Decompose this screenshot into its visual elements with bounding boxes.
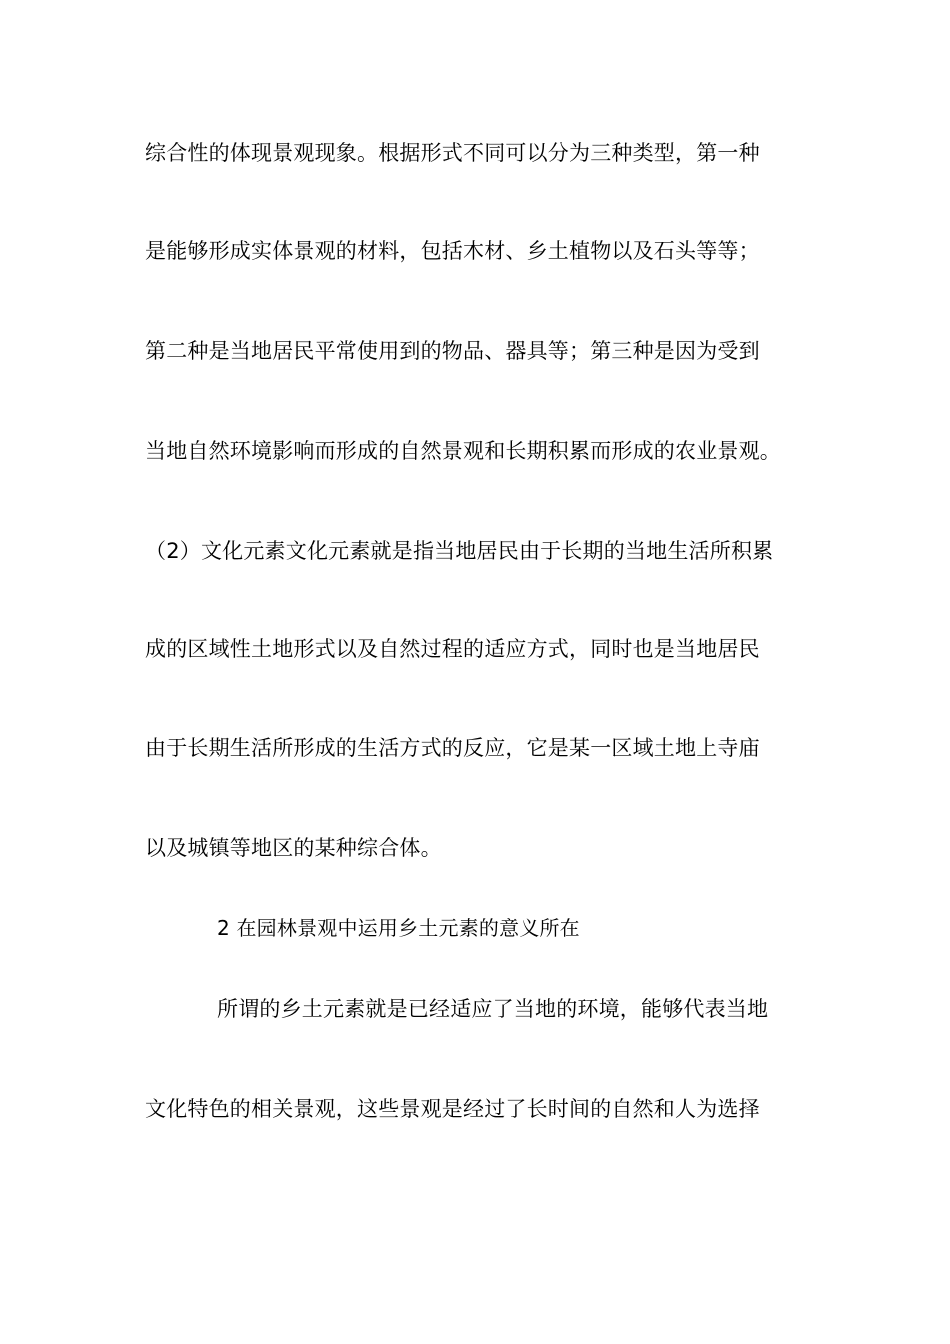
text-line: 第二种是当地居民平常使用到的物品、器具等；第三种是因为受到 bbox=[145, 339, 760, 363]
section-heading: 2 在园林景观中运用乡土元素的意义所在 bbox=[217, 916, 580, 940]
text-line: 所谓的乡土元素就是已经适应了当地的环境，能够代表当地 bbox=[217, 997, 769, 1021]
text-line: 以及城镇等地区的某种综合体。 bbox=[145, 836, 442, 860]
text-line: 是能够形成实体景观的材料，包括木材、乡土植物以及石头等等； bbox=[145, 239, 760, 263]
text-line: （2）文化元素文化元素就是指当地居民由于长期的当地生活所积累 bbox=[145, 539, 774, 563]
text-line: 文化特色的相关景观，这些景观是经过了长时间的自然和人为选择 bbox=[145, 1097, 760, 1121]
text-line: 成的区域性土地形式以及自然过程的适应方式，同时也是当地居民 bbox=[145, 637, 760, 661]
text-line: 当地自然环境影响而形成的自然景观和长期积累而形成的农业景观。 bbox=[145, 439, 781, 463]
text-line: 综合性的体现景观现象。根据形式不同可以分为三种类型，第一种 bbox=[145, 141, 760, 165]
text-line: 由于长期生活所形成的生活方式的反应，它是某一区域土地上寺庙 bbox=[145, 736, 760, 760]
